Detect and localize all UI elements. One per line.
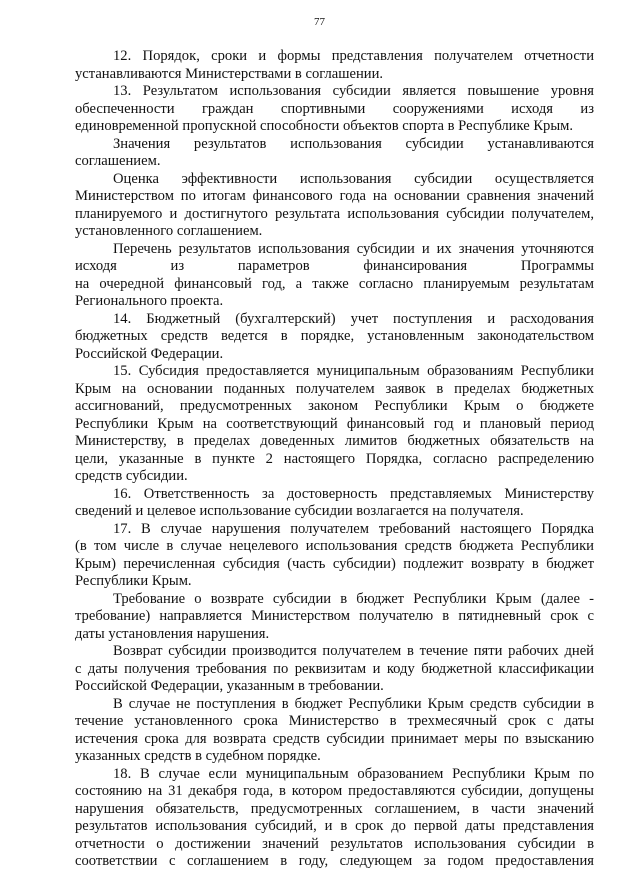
text-line: 16. Ответственность за достоверность представляемых Министерству [113, 485, 594, 502]
paragraph [75, 363, 594, 486]
paragraph [75, 696, 594, 766]
paragraph [75, 643, 594, 696]
text-line: ассигнований, предусмотренных законом Республики Крым о бюджете [75, 398, 594, 414]
paragraph [75, 136, 594, 171]
text-line: Перечень результатов использования субсидии и их значения уточняются [113, 240, 594, 257]
text-line: соответствии с соглашением в году, следующем за годом предоставления [75, 853, 594, 869]
paragraph [75, 241, 594, 311]
text-line: Значения результатов использования субсидии устанавливаются [113, 135, 594, 152]
text-line: планируемого и достигнутого результата использования субсидии получателем, [75, 205, 594, 222]
text-line: обеспеченности граждан спортивными сооружениями исходя из [75, 100, 594, 117]
text-line: В случае не поступления в бюджет Республики Крым средств субсидии в [113, 695, 594, 712]
text-line: установленного соглашением. [75, 223, 263, 239]
text-line: отчетности о достижении значений результатов использования субсидии в [75, 835, 594, 852]
text-line: цели, указанные в пункте 2 настоящего Порядка, согласно распределению [75, 450, 594, 467]
paragraph [75, 171, 594, 241]
text-line: 12. Порядок, сроки и формы представления получателем отчетности [113, 48, 594, 64]
text-line: Оценка эффективности использования субсидии осуществляется [113, 170, 594, 187]
text-line: истечения срока для возврата средств субсидии принимает меры по взысканию [75, 730, 594, 747]
text-line: бюджетных средств ведется в порядке, установленным законодательством [75, 328, 594, 344]
text-line: устанавливаются Министерствами в соглашении. [75, 65, 384, 82]
text-line: средств субсидии. [75, 468, 188, 484]
text-line: Российской Федерации, указанным в требовании. [75, 678, 384, 694]
text-line: Требование о возврате субсидии в бюджет Республики Крым (далее - [113, 590, 594, 607]
text-line: Регионального проекта. [75, 293, 224, 309]
paragraph [75, 591, 594, 644]
text-line: 13. Результатом использования субсидии является повышение уровня [113, 83, 594, 99]
page-number: 77 [314, 16, 325, 28]
text-line: Крым) перечисленная субсидия (часть субсидии) подлежит возврату в бюджет [75, 555, 594, 572]
paragraph [75, 521, 594, 591]
document-body [75, 48, 594, 871]
text-line: исходя из параметров финансирования Программы [75, 258, 594, 274]
text-line: даты установления нарушения. [75, 625, 270, 642]
text-line: Республики Крым. [75, 573, 192, 589]
text-line: 17. В случае нарушения получателем требований настоящего Порядка [113, 520, 594, 537]
text-line: Республики Крым на соответствующий финансовый год и плановый период [75, 415, 594, 432]
text-line: Возврат субсидии производится получателем в течение пяти рабочих дней [113, 643, 594, 659]
text-line: Министерству, в пределах доведенных лимитов бюджетных обязательств на [75, 433, 594, 449]
text-line: 14. Бюджетный (бухгалтерский) учет поступления и расходования [113, 310, 594, 327]
text-line: (в том числе в случае нецелевого использования средств бюджета Республики [75, 538, 594, 554]
text-line: требование) направляется Министерством получателю в пятидневный срок с [75, 608, 594, 624]
text-line: Министерством по итогам финансового года на основании сравнения значений [75, 188, 594, 204]
text-line: на очередной финансовый год, а также согласно планируемым результатам [75, 275, 594, 292]
text-line: течение установленного срока Министерство в трехмесячный срок с даты [75, 713, 594, 729]
text-line: сведений и целевое использование субсидии возлагается на получателя. [75, 503, 524, 519]
text-line: нарушения обязательств, предусмотренных соглашением, в части значений [75, 800, 594, 817]
text-line: Крым на основании поданных получателем заявок в пределах бюджетных [75, 380, 594, 397]
text-line: указанных средств в судебном порядке. [75, 748, 321, 764]
paragraph [75, 311, 594, 364]
text-line: состоянию на 31 декабря года, в котором предоставляются субсидии, допущены [75, 783, 594, 799]
text-line: соглашением. [75, 153, 161, 169]
text-line: с даты получения требования по реквизитам и коду бюджетной классификации [75, 660, 594, 677]
paragraph [75, 83, 594, 136]
paragraph [75, 486, 594, 521]
text-line: Российской Федерации. [75, 345, 224, 362]
paragraph [75, 766, 594, 871]
text-line: единовременной пропускной способности объектов спорта в Республике Крым. [75, 118, 574, 134]
text-line: результатов использования субсидий, и в срок до первой даты представления [75, 818, 594, 834]
text-line: 15. Субсидия предоставляется муниципальным образованиям Республики [113, 363, 594, 379]
paragraph [75, 48, 594, 83]
text-line: 18. В случае если муниципальным образованием Республики Крым по [113, 765, 594, 782]
